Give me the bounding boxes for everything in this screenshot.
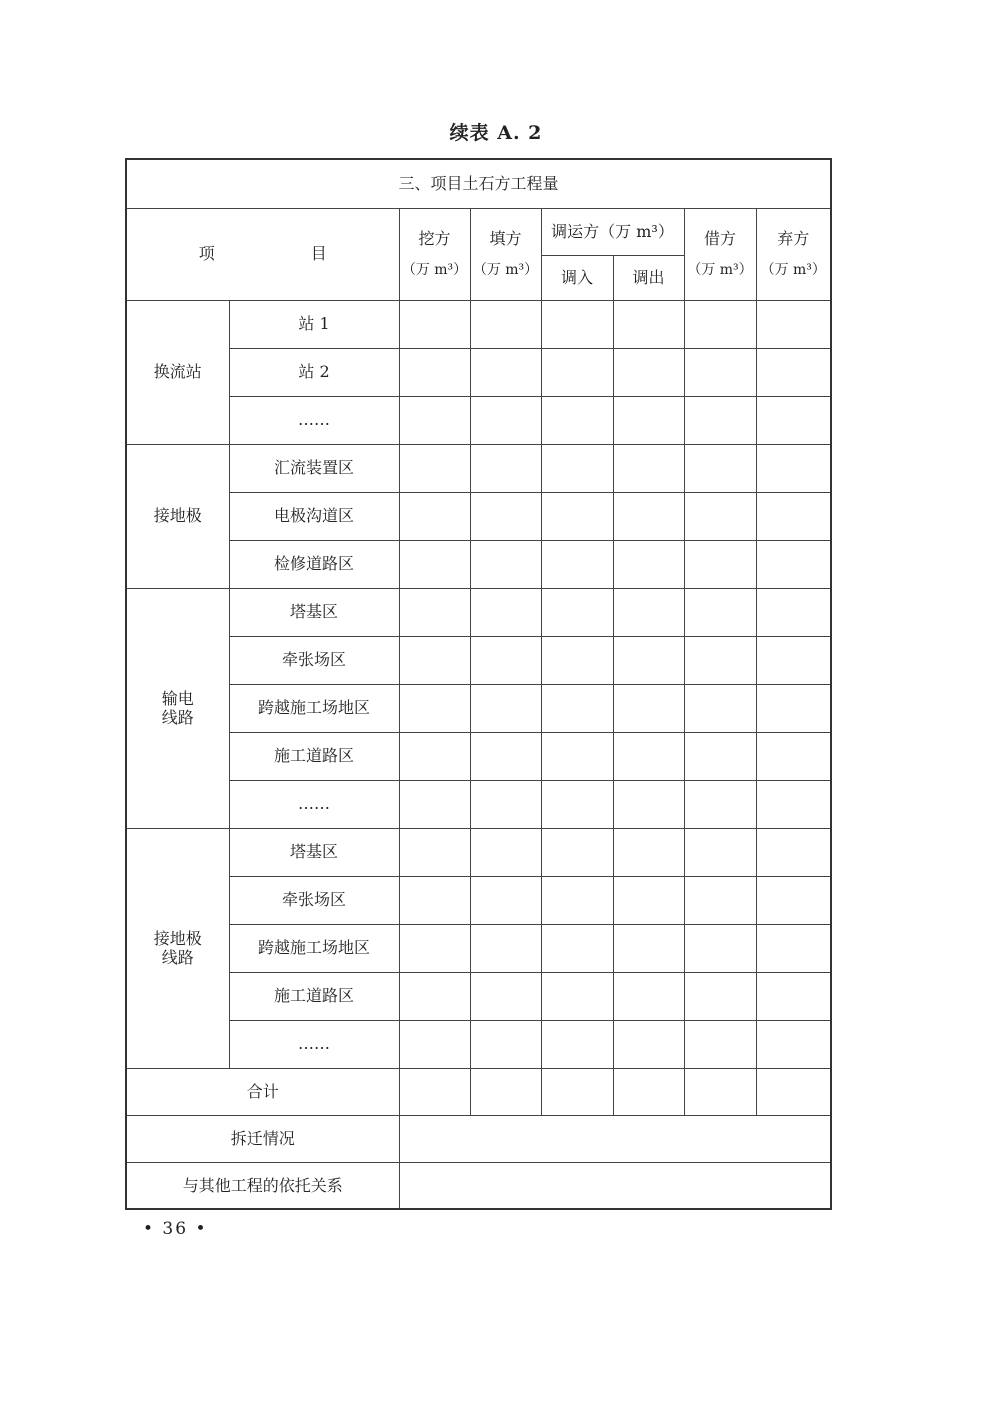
data-cell[interactable]: [756, 348, 831, 396]
data-cell[interactable]: [613, 924, 684, 972]
data-cell[interactable]: [756, 540, 831, 588]
category-cell: [126, 588, 229, 828]
total-label: 合计: [126, 1068, 399, 1115]
table-row: [126, 780, 831, 828]
table-row: [126, 396, 831, 444]
item-cell: 塔基区: [229, 828, 399, 876]
wa-fang-unit: （万 m³）: [401, 262, 468, 279]
category-line: 输电: [161, 688, 194, 708]
data-cell[interactable]: [399, 348, 470, 396]
data-cell[interactable]: [399, 924, 470, 972]
data-cell[interactable]: [470, 684, 541, 732]
item-header-label: 项 目: [198, 244, 367, 264]
item-cell: 施工道路区: [229, 972, 399, 1020]
item-cell: ……: [229, 396, 399, 444]
data-cell[interactable]: [684, 636, 756, 684]
data-cell[interactable]: [399, 684, 470, 732]
data-cell[interactable]: [684, 540, 756, 588]
data-cell[interactable]: [684, 300, 756, 348]
category-cell: [126, 828, 229, 1068]
data-cell[interactable]: [684, 492, 756, 540]
data-cell[interactable]: [613, 780, 684, 828]
data-cell[interactable]: [541, 684, 613, 732]
table-row: [126, 300, 831, 348]
data-cell[interactable]: [399, 972, 470, 1020]
data-cell[interactable]: [399, 828, 470, 876]
table-row: [126, 636, 831, 684]
total-row: [126, 1068, 831, 1115]
dependency-value[interactable]: [399, 1162, 831, 1209]
table-row: [126, 588, 831, 636]
table-row: [126, 444, 831, 492]
data-cell[interactable]: [756, 1068, 831, 1115]
jie-fang-header: [684, 208, 756, 300]
data-cell[interactable]: [399, 876, 470, 924]
table-row: [126, 540, 831, 588]
data-cell[interactable]: [541, 924, 613, 972]
data-cell[interactable]: [756, 780, 831, 828]
data-cell[interactable]: [470, 828, 541, 876]
item-cell: 塔基区: [229, 588, 399, 636]
table-row: [126, 924, 831, 972]
item-cell: ……: [229, 780, 399, 828]
data-cell[interactable]: [613, 684, 684, 732]
data-cell[interactable]: [613, 972, 684, 1020]
tian-fang-unit: （万 m³）: [472, 262, 539, 279]
data-cell[interactable]: [613, 876, 684, 924]
data-cell[interactable]: [399, 540, 470, 588]
data-cell[interactable]: [756, 588, 831, 636]
data-cell[interactable]: [541, 780, 613, 828]
data-cell[interactable]: [541, 396, 613, 444]
data-cell[interactable]: [541, 444, 613, 492]
data-cell[interactable]: [613, 540, 684, 588]
data-cell[interactable]: [541, 540, 613, 588]
data-cell[interactable]: [613, 1020, 684, 1068]
data-cell[interactable]: [756, 828, 831, 876]
item-cell: 汇流装置区: [229, 444, 399, 492]
data-cell[interactable]: [613, 636, 684, 684]
data-cell[interactable]: [613, 348, 684, 396]
data-cell[interactable]: [613, 588, 684, 636]
data-cell[interactable]: [541, 828, 613, 876]
qi-fang-unit: （万 m³）: [760, 262, 826, 279]
data-cell[interactable]: [399, 1020, 470, 1068]
item-cell: 跨越施工场地区: [229, 924, 399, 972]
data-cell[interactable]: [470, 444, 541, 492]
category-line: 线路: [161, 948, 194, 967]
data-cell[interactable]: [470, 588, 541, 636]
data-cell[interactable]: [756, 396, 831, 444]
data-cell[interactable]: [684, 684, 756, 732]
data-cell[interactable]: [541, 348, 613, 396]
wa-fang-label: 挖方: [418, 229, 451, 248]
data-cell[interactable]: [399, 1068, 470, 1115]
data-cell[interactable]: [470, 492, 541, 540]
data-cell[interactable]: [399, 780, 470, 828]
item-header: [126, 208, 399, 300]
item-cell: 站 2: [229, 348, 399, 396]
section-header: 三、项目土石方工程量: [126, 159, 831, 208]
data-cell[interactable]: [470, 924, 541, 972]
qi-fang-label: 弃方: [777, 229, 810, 248]
table-row: [126, 492, 831, 540]
data-cell[interactable]: [684, 1068, 756, 1115]
data-cell[interactable]: [470, 1068, 541, 1115]
item-cell: 牵张场区: [229, 636, 399, 684]
demolition-value[interactable]: [399, 1115, 831, 1162]
data-cell[interactable]: [541, 972, 613, 1020]
item-cell: 跨越施工场地区: [229, 684, 399, 732]
data-cell[interactable]: [684, 444, 756, 492]
table-row: [126, 348, 831, 396]
diao-chu-header: 调出: [613, 255, 684, 300]
data-cell[interactable]: [470, 1020, 541, 1068]
data-cell[interactable]: [470, 348, 541, 396]
page-title: 续表 A. 2: [449, 122, 543, 144]
data-cell[interactable]: [399, 636, 470, 684]
data-cell[interactable]: [399, 492, 470, 540]
item-cell: ……: [229, 1020, 399, 1068]
data-cell[interactable]: [684, 972, 756, 1020]
item-cell: 牵张场区: [229, 876, 399, 924]
data-cell[interactable]: [684, 924, 756, 972]
data-cell[interactable]: [399, 396, 470, 444]
diao-yun-header: 调运方（万 m³）: [541, 208, 684, 255]
table-row: [126, 732, 831, 780]
category-cell: 接地极: [126, 444, 229, 588]
category-cell: 换流站: [126, 300, 229, 444]
dependency-label: 与其他工程的依托关系: [126, 1162, 399, 1209]
demolition-row: [126, 1115, 831, 1162]
table-row: [126, 876, 831, 924]
data-cell[interactable]: [541, 876, 613, 924]
data-cell[interactable]: [756, 732, 831, 780]
data-cell[interactable]: [541, 588, 613, 636]
table-row: [126, 684, 831, 732]
data-cell[interactable]: [756, 636, 831, 684]
data-cell[interactable]: [684, 1020, 756, 1068]
data-cell[interactable]: [613, 300, 684, 348]
qi-fang-header: [756, 208, 831, 300]
column-header-row: [126, 208, 831, 255]
section-header-row: [126, 159, 831, 208]
data-cell[interactable]: [541, 1020, 613, 1068]
item-cell: 电极沟道区: [229, 492, 399, 540]
data-cell[interactable]: [399, 732, 470, 780]
table-row: [126, 1020, 831, 1068]
data-cell[interactable]: [756, 444, 831, 492]
data-cell[interactable]: [684, 396, 756, 444]
data-cell[interactable]: [613, 732, 684, 780]
data-cell[interactable]: [470, 732, 541, 780]
data-cell[interactable]: [613, 444, 684, 492]
data-cell[interactable]: [613, 828, 684, 876]
diao-ru-header: 调入: [541, 255, 613, 300]
data-cell[interactable]: [541, 492, 613, 540]
category-line: 接地极: [153, 928, 202, 948]
table-row: [126, 828, 831, 876]
data-cell[interactable]: [684, 588, 756, 636]
data-cell[interactable]: [613, 492, 684, 540]
wa-fang-header: [399, 208, 470, 300]
data-cell[interactable]: [470, 972, 541, 1020]
item-cell: 站 1: [229, 300, 399, 348]
data-cell[interactable]: [541, 300, 613, 348]
data-cell[interactable]: [470, 876, 541, 924]
item-cell: 施工道路区: [229, 732, 399, 780]
data-cell[interactable]: [756, 924, 831, 972]
table-row: [126, 972, 831, 1020]
data-cell[interactable]: [470, 300, 541, 348]
item-cell: 检修道路区: [229, 540, 399, 588]
data-cell[interactable]: [613, 396, 684, 444]
jie-fang-label: 借方: [703, 229, 736, 248]
data-cell[interactable]: [541, 1068, 613, 1115]
data-cell[interactable]: [399, 300, 470, 348]
tian-fang-label: 填方: [489, 229, 522, 248]
demolition-label: 拆迁情况: [126, 1115, 399, 1162]
data-cell[interactable]: [470, 780, 541, 828]
data-cell[interactable]: [756, 684, 831, 732]
data-cell[interactable]: [756, 876, 831, 924]
data-cell[interactable]: [684, 732, 756, 780]
data-cell[interactable]: [470, 540, 541, 588]
data-cell[interactable]: [684, 780, 756, 828]
data-cell[interactable]: [756, 300, 831, 348]
jie-fang-unit: （万 m³）: [687, 262, 753, 279]
data-cell[interactable]: [399, 588, 470, 636]
data-cell[interactable]: [399, 444, 470, 492]
page-number: • 36 •: [143, 1219, 208, 1239]
data-cell[interactable]: [756, 972, 831, 1020]
data-cell[interactable]: [756, 1020, 831, 1068]
data-cell[interactable]: [684, 828, 756, 876]
data-cell[interactable]: [470, 636, 541, 684]
data-cell[interactable]: [470, 396, 541, 444]
tian-fang-header: [470, 208, 541, 300]
data-cell[interactable]: [684, 348, 756, 396]
data-cell[interactable]: [684, 876, 756, 924]
data-cell[interactable]: [541, 636, 613, 684]
data-cell[interactable]: [756, 492, 831, 540]
data-cell[interactable]: [541, 732, 613, 780]
data-cell[interactable]: [613, 1068, 684, 1115]
dependency-row: [126, 1162, 831, 1209]
category-line: 线路: [161, 708, 194, 727]
earthwork-table: [125, 158, 832, 1210]
